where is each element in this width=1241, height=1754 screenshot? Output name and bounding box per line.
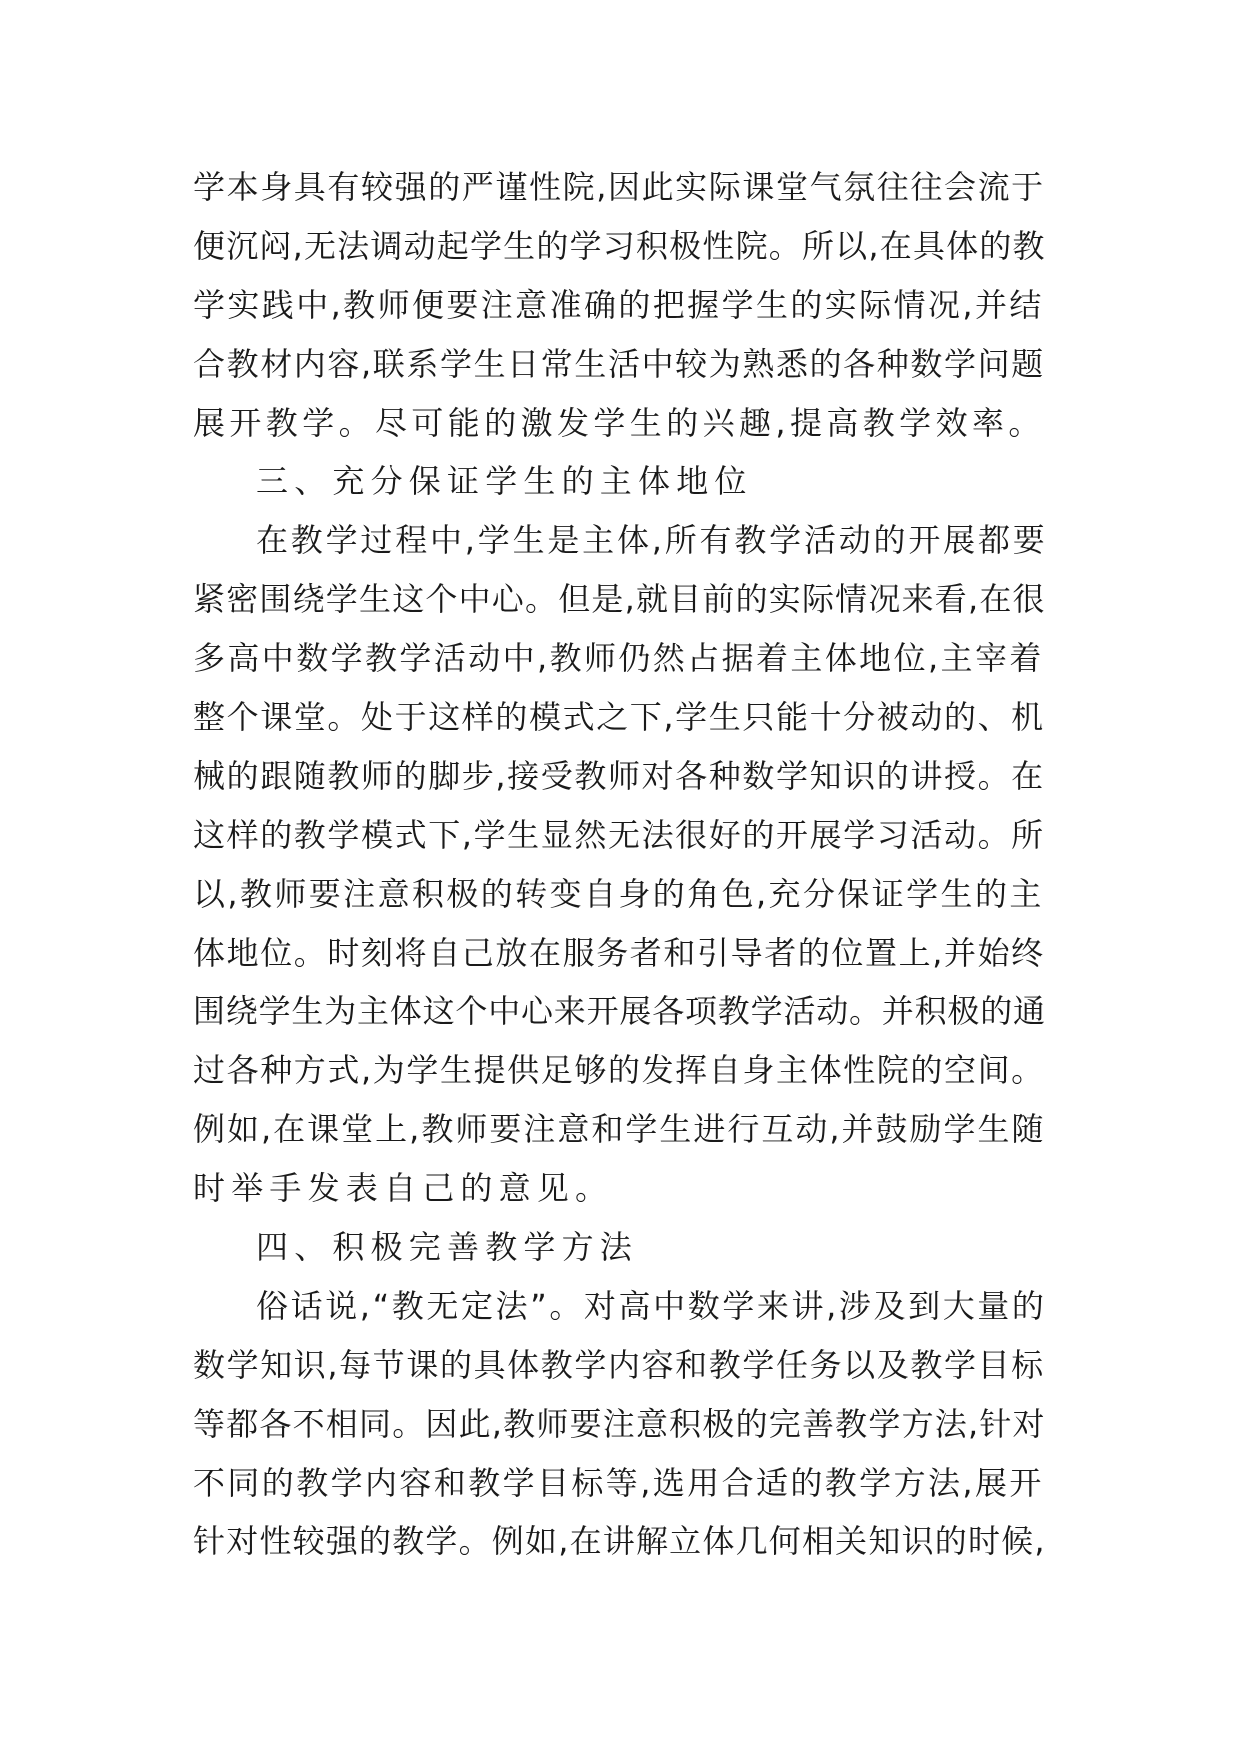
text-line: 俗话说,“教无定法”。对高中数学来讲,涉及到大量的: [256, 1286, 1047, 1325]
text-line: 合教材内容,联系学生日常生活中较为熟悉的各种数学问题: [193, 344, 1045, 383]
text-line: 械的跟随教师的脚步,接受教师对各种数学知识的讲授。在: [193, 756, 1045, 795]
text-line: 例如,在课堂上,教师要注意和学生进行互动,并鼓励学生随: [193, 1110, 1046, 1149]
text-line: 三、充分保证学生的主体地位: [256, 462, 753, 501]
text-line: 围绕学生为主体这个中心来开展各项教学活动。并积极的通: [193, 992, 1046, 1031]
text-line: 过各种方式,为学生提供足够的发挥自身主体性院的空间。: [193, 1051, 1045, 1090]
text-line: 学本身具有较强的严谨性院,因此实际课堂气氛往往会流于: [193, 168, 1045, 206]
text-line: 在教学过程中,学生是主体,所有教学活动的开展都要: [256, 521, 1048, 560]
text-line: 便沉闷,无法调动起学生的学习积极性院。所以,在具体的教: [193, 226, 1046, 265]
text-line: 整个课堂。处于这样的模式之下,学生只能十分被动的、机: [193, 698, 1045, 737]
text-line: 这样的教学模式下,学生显然无法很好的开展学习活动。所: [193, 815, 1045, 854]
text-line: 学实践中,教师便要注意准确的把握学生的实际情况,并结: [193, 285, 1044, 324]
text-line: 以,教师要注意积极的转变自身的角色,充分保证学生的主: [193, 874, 1044, 913]
text-line: 等都各不相同。因此,教师要注意积极的完善教学方法,针对: [193, 1404, 1046, 1443]
text-line: 时举手发表自己的意见。: [193, 1169, 614, 1208]
document-body: [193, 158, 1048, 1571]
text-line: 针对性较强的教学。例如,在讲解立体几何相关知识的时候,: [193, 1522, 1046, 1561]
text-line: 多高中数学教学活动中,教师仍然占据着主体地位,主宰着: [193, 639, 1044, 678]
text-line: 体地位。时刻将自己放在服务者和引导者的位置上,并始终: [193, 933, 1045, 972]
text-line: 展开教学。尽可能的激发学生的兴趣,提高教学效率。: [193, 403, 1045, 442]
text-line: 紧密围绕学生这个中心。但是,就目前的实际情况来看,在很: [193, 580, 1046, 619]
text-line: 数学知识,每节课的具体教学内容和教学任务以及教学目标: [193, 1345, 1045, 1384]
text-line: 四、积极完善教学方法: [256, 1228, 639, 1267]
text-line: 不同的教学内容和教学目标等,选用合适的教学方法,展开: [193, 1463, 1044, 1502]
